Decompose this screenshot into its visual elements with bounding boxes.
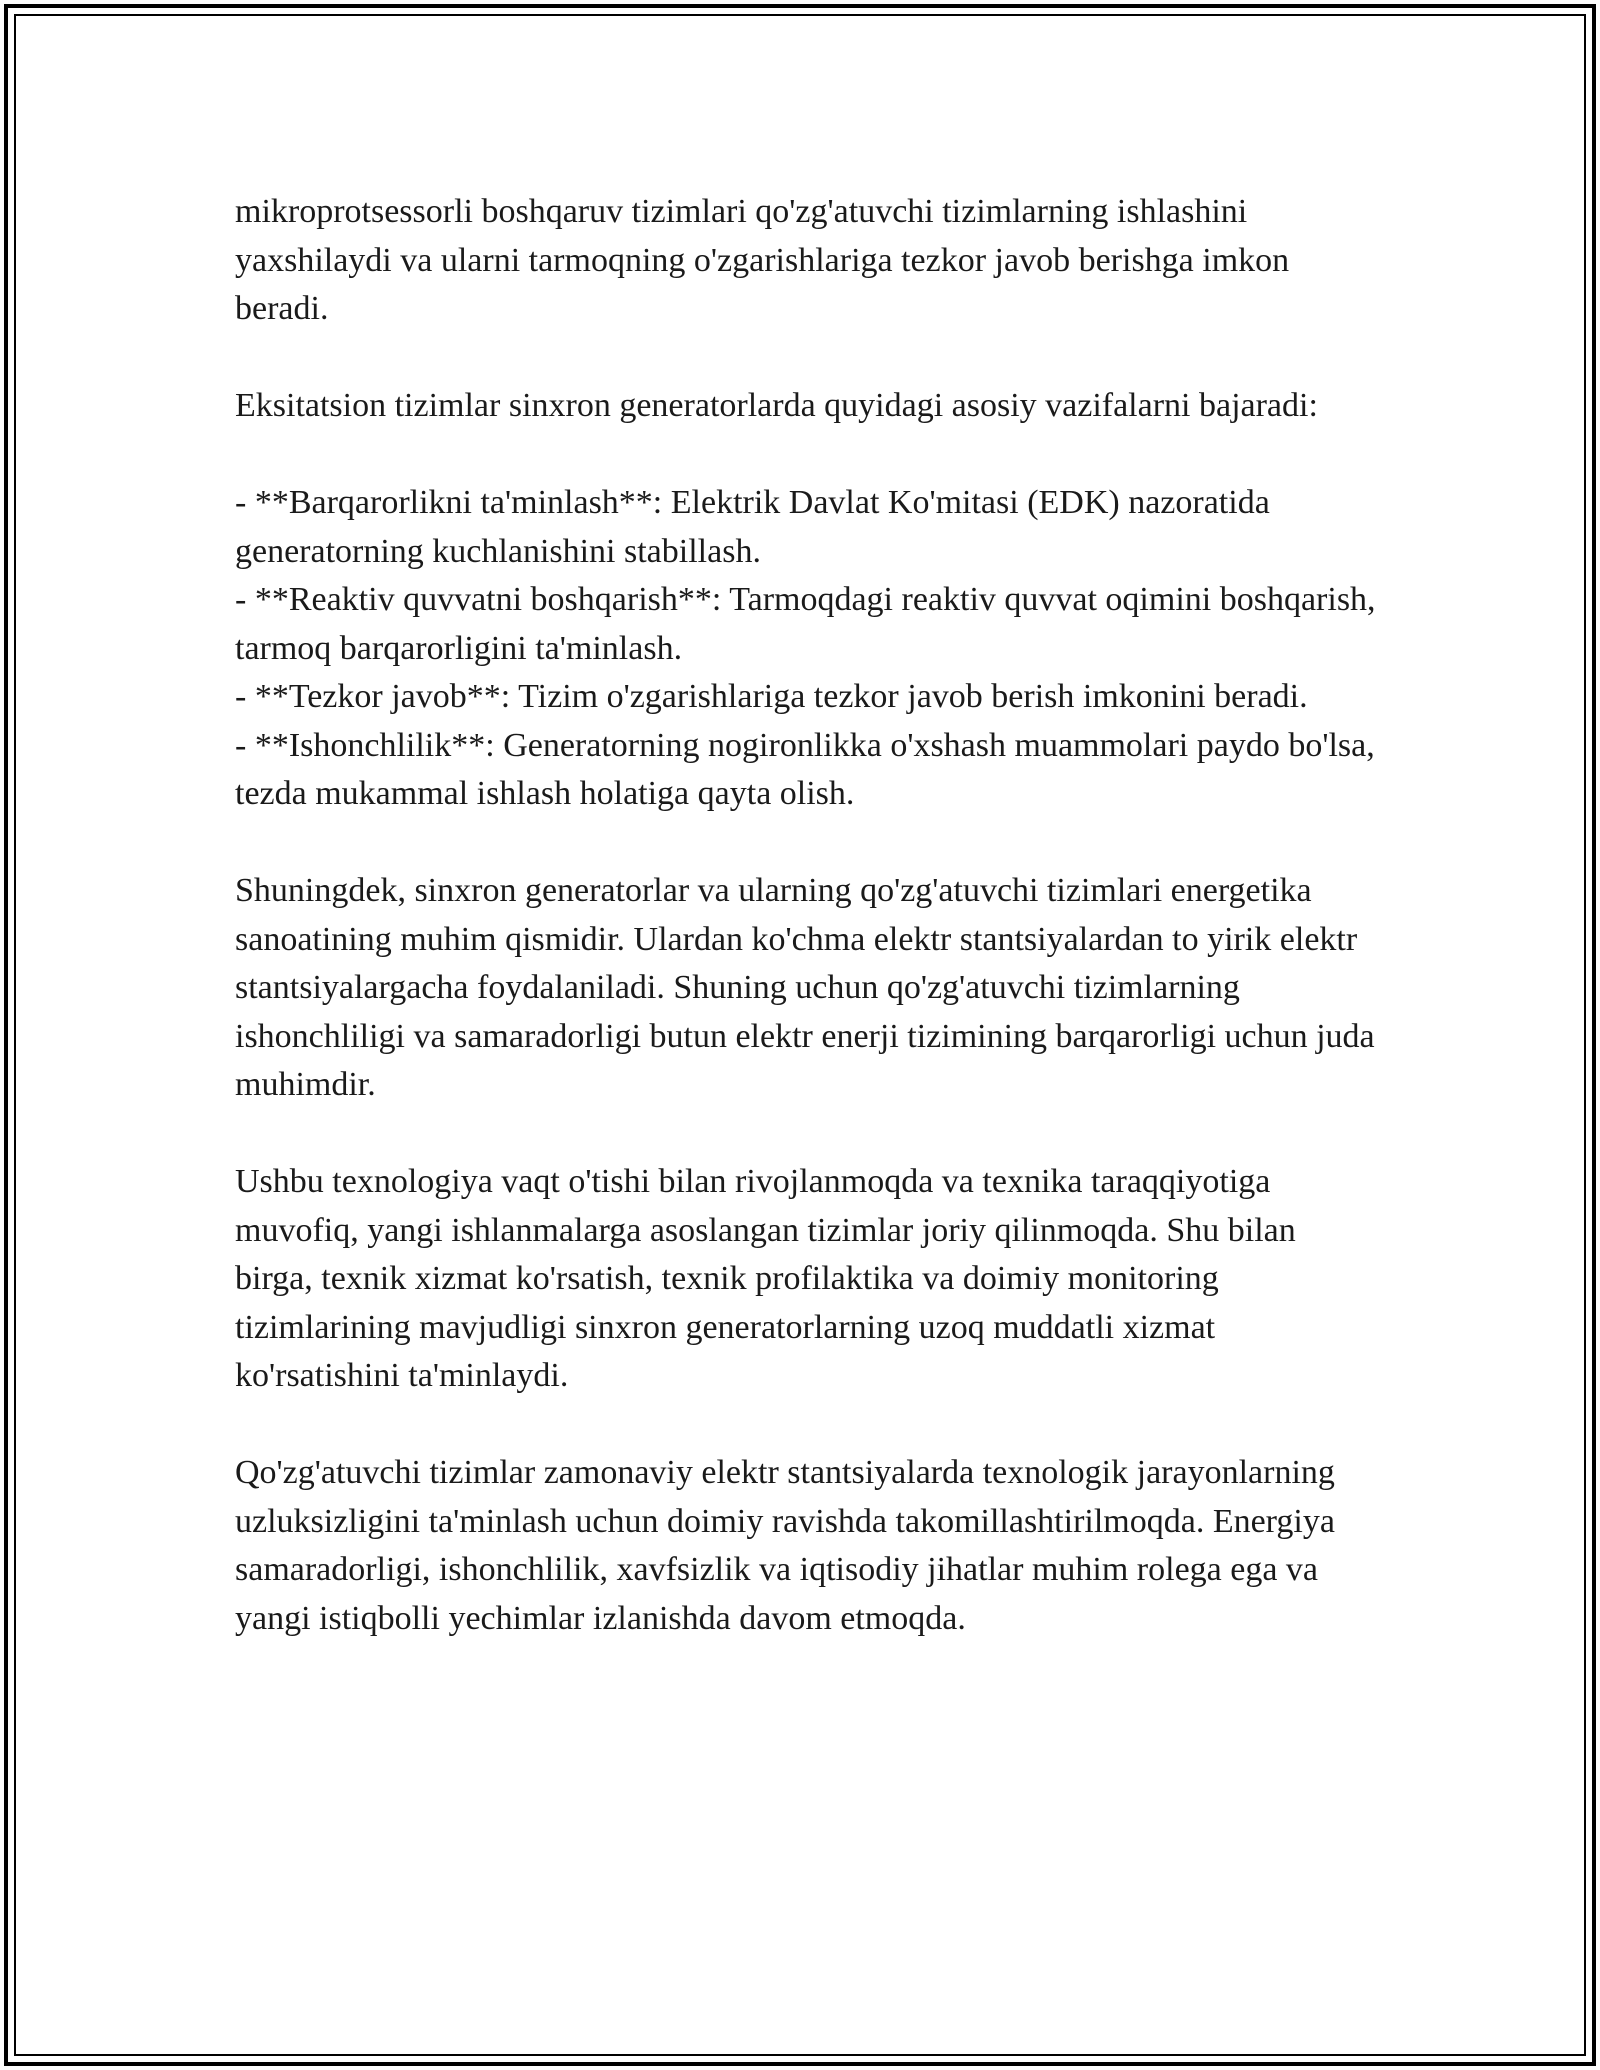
task-list — [235, 479, 1380, 819]
document-body — [235, 188, 1380, 1692]
list-item-stability: - **Barqarorlikni ta'minlash**: Elektrik Davlat Ko'mitasi (EDK) nazoratida generatorning kuchlanishini stabillash. — [235, 484, 1270, 570]
paragraph-technology-development: Ushbu texnologiya vaqt o'tishi bilan rivojlanmoqda va texnika taraqqiyotiga muvofiq, yangi ishlanmalarga asoslangan tizimlar joriy qilinmoqda. Shu bilan birga, texnik xizmat ko'rsatish, texnik profilaktika va doimiy monitoring tizimlarining mavjudligi sinxron generatorlarning uzoq muddatli xizmat ko'rsatishini ta'minlaydi. — [235, 1163, 1296, 1394]
paragraph-intro-continuation: mikroprotsessorli boshqaruv tizimlari qo'zg'atuvchi tizimlarning ishlashini yaxshilaydi va ularni tarmoqning o'zgarishlariga tezkor javob berishga imkon beradi. — [235, 193, 1290, 327]
paragraph-improvement: Qo'zg'atuvchi tizimlar zamonaviy elektr stantsiyalarda texnologik jarayonlarning uzluksizligini ta'minlash uchun doimiy ravishda takomillashtirilmoqda. Energiya samaradorligi, ishonchlilik, xavfsizlik va iqtisodiy jihatlar muhim rolega ega va yangi istiqbolli yechimlar izlanishda davom etmoqda. — [235, 1454, 1335, 1637]
paragraph-excitation-tasks: Eksitatsion tizimlar sinxron generatorlarda quyidagi asosiy vazifalarni bajaradi: — [235, 387, 1318, 424]
list-item-fast-response: - **Tezkor javob**: Tizim o'zgarishlariga tezkor javob berish imkonini beradi. — [235, 678, 1308, 715]
list-item-reactive-power: - **Reaktiv quvvatni boshqarish**: Tarmoqdagi reaktiv quvvat oqimini boshqarish, tarmoq barqarorligini ta'minlash. — [235, 581, 1376, 667]
list-item-reliability: - **Ishonchlilik**: Generatorning nogironlikka o'xshash muammolari paydo bo'lsa, tezda mukammal ishlash holatiga qayta olish. — [235, 726, 1375, 812]
paragraph-energy-industry: Shuningdek, sinxron generatorlar va ularning qo'zg'atuvchi tizimlari energetika sanoatining muhim qismidir. Ulardan ko'chma elektr stantsiyalardan to yirik elektr stantsiyalargacha foydalaniladi. Shuning uchun qo'zg'atuvchi tizimlarning ishonchliligi va samaradorligi butun elektr enerji tizimining barqarorligi uchun juda muhimdir. — [235, 872, 1375, 1103]
